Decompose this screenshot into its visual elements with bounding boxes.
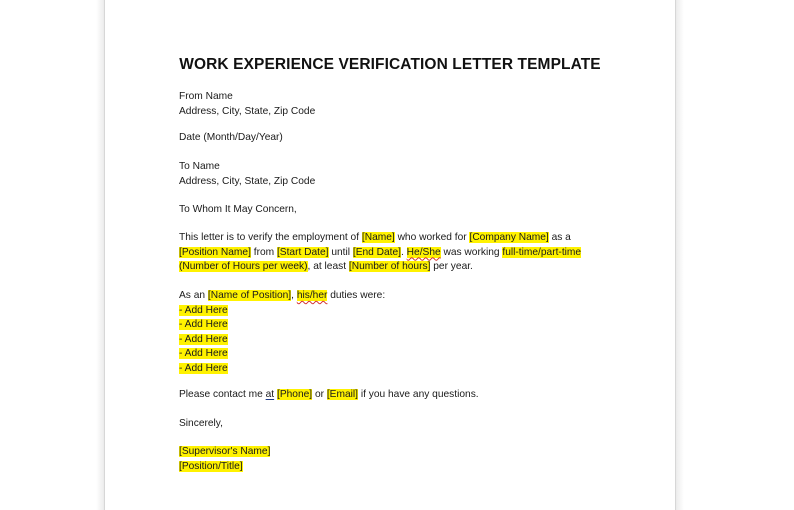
name-placeholder: [Name] (361, 232, 395, 243)
to-name: To Name (179, 161, 220, 172)
duty-item (179, 304, 619, 319)
duty-item (179, 347, 619, 362)
paragraph-text: as a (548, 232, 571, 243)
paragraph-text: per year. (430, 261, 473, 272)
from-address: Address, City, State, Zip Code (179, 105, 316, 117)
supervisor-name-placeholder: [Supervisor's Name] (179, 446, 271, 457)
paragraph-text: was working (440, 246, 503, 258)
verification-paragraph (179, 231, 619, 275)
signature-title-line (179, 460, 619, 475)
letter-date: Date (Month/Day/Year) (179, 132, 283, 143)
paragraph-line-1 (179, 231, 619, 246)
closing-text: Sincerely, (179, 418, 223, 429)
paragraph-text: This letter is to verify the employment of (179, 232, 362, 243)
position-name-placeholder: [Position Name] (179, 246, 251, 258)
contact-segment: Please contact me (179, 389, 266, 400)
document-page (104, 0, 676, 510)
duties-text: duties were: (327, 290, 386, 301)
duty-placeholder: - Add Here (179, 348, 228, 359)
he-she-placeholder: He/She (406, 246, 441, 258)
company-name-placeholder: [Company Name] (469, 232, 549, 243)
duties-section (179, 289, 619, 376)
duty-item (179, 333, 619, 348)
end-date-placeholder: [End Date] (352, 246, 401, 258)
hours-placeholder: [Number of hours] (348, 261, 431, 272)
signature-name-line (179, 445, 619, 460)
contact-line (179, 388, 619, 403)
duty-placeholder: - Add Here (179, 362, 228, 374)
paragraph-text: , at least (307, 261, 349, 272)
paragraph-text: until (328, 246, 353, 258)
duty-placeholder: - Add Here (179, 333, 228, 345)
duties-text: As an (179, 290, 208, 301)
position-placeholder: [Name of Position] (207, 290, 292, 301)
paragraph-text: who worked for (394, 232, 470, 243)
duty-item (179, 318, 619, 333)
duties-text: , (291, 290, 297, 301)
contact-segment: if you have any questions. (357, 389, 479, 400)
paragraph-text: from (250, 246, 277, 258)
phone-placeholder: [Phone] (276, 389, 313, 400)
paragraph-text: . (401, 246, 407, 258)
duties-intro (179, 289, 619, 304)
salutation-text: To Whom It May Concern, (179, 204, 297, 215)
signature-block (179, 445, 619, 474)
closing (179, 417, 619, 432)
document-title: WORK EXPERIENCE VERIFICATION LETTER TEMPLATE (179, 56, 601, 73)
email-placeholder: [Email] (326, 389, 358, 400)
start-date-placeholder: [Start Date] (276, 246, 329, 258)
his-her-placeholder: his/her (296, 290, 328, 301)
paragraph-line-2 (179, 246, 619, 261)
to-address: Address, City, State, Zip Code (179, 175, 316, 187)
contact-at: at (265, 389, 275, 400)
recipient-block (179, 160, 619, 189)
duty-placeholder: - Add Here (179, 304, 228, 316)
employment-type-placeholder: full-time/part-time (502, 246, 582, 258)
contact-text (179, 388, 619, 403)
sender-block (179, 90, 619, 119)
hours-per-week-placeholder: (Number of Hours per week) (179, 261, 308, 272)
from-name: From Name (179, 91, 233, 102)
paragraph-line-3 (179, 260, 619, 275)
salutation (179, 203, 619, 218)
date-line (179, 131, 619, 146)
duty-item (179, 362, 619, 377)
position-title-placeholder: [Position/Title] (179, 460, 243, 472)
contact-segment: or (312, 389, 327, 400)
duty-placeholder: - Add Here (179, 319, 228, 330)
